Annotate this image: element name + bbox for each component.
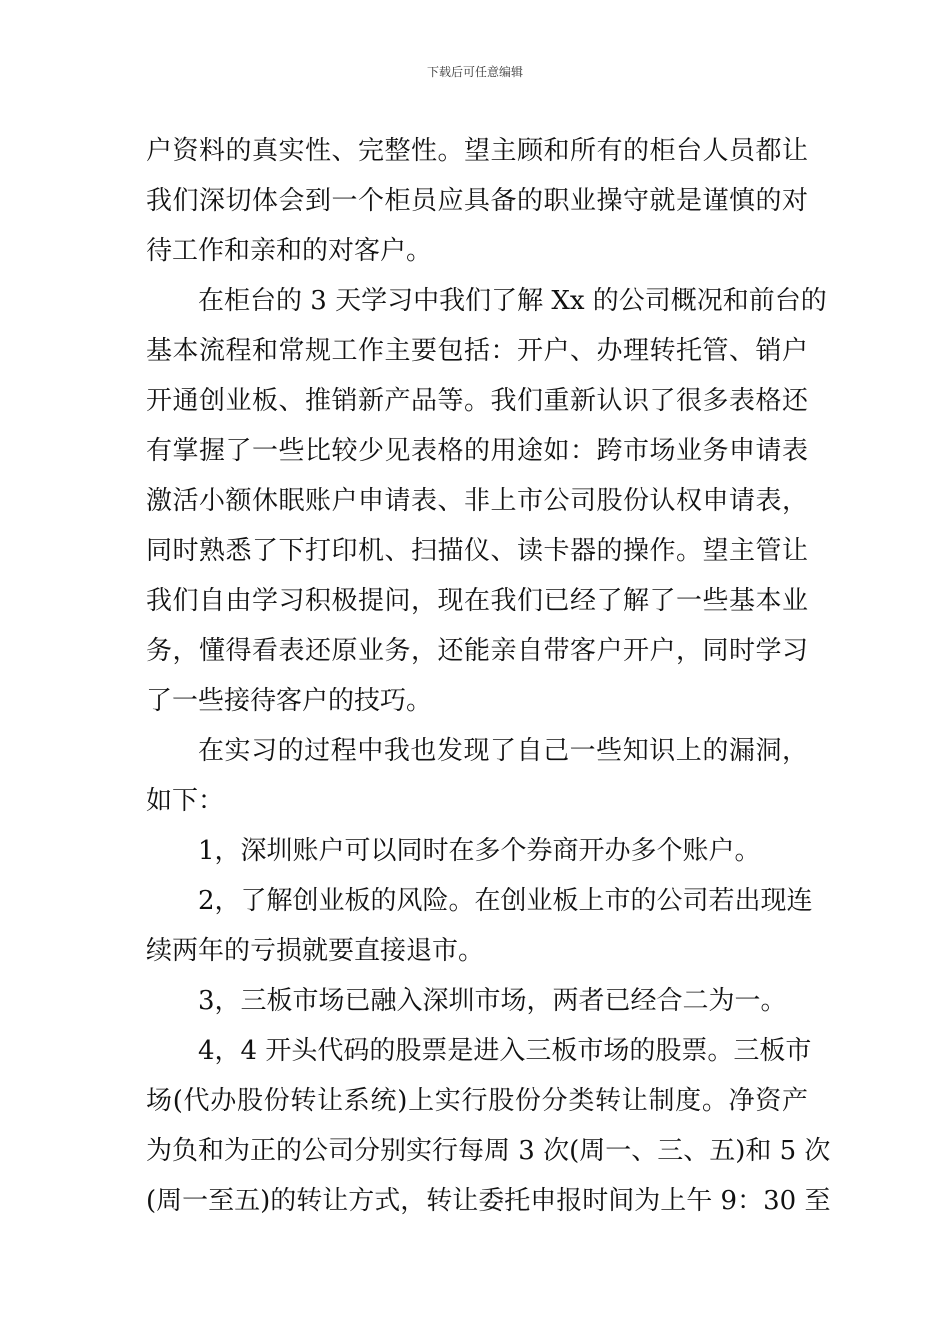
text-line: 务，懂得看表还原业务，还能亲自带客户开户，同时学习 <box>146 636 808 666</box>
list-item: 1，深圳账户可以同时在多个券商开办多个账户。 <box>198 836 761 866</box>
text-line: 我们自由学习积极提问，现在我们已经了解了一些基本业 <box>146 586 808 616</box>
text-line: 场(代办股份转让系统)上实行股份分类转让制度。净资产 <box>146 1086 808 1116</box>
list-item: 2，了解创业板的风险。在创业板上市的公司若出现连 <box>198 886 813 916</box>
text-line: 了一些接待客户的技巧。 <box>146 686 433 716</box>
text-line: 如下： <box>146 786 225 816</box>
text-line: 同时熟悉了下打印机、扫描仪、读卡器的操作。望主管让 <box>146 536 808 566</box>
text-line: 续两年的亏损就要直接退市。 <box>146 936 485 966</box>
list-item: 4，4 开头代码的股票是进入三板市场的股票。三板市 <box>198 1036 812 1066</box>
text-line: 激活小额休眠账户申请表、非上市公司股份认权申请表， <box>146 486 808 516</box>
text-line: 待工作和亲和的对客户。 <box>146 236 433 266</box>
text-line: 基本流程和常规工作主要包括：开户、办理转托管、销户 <box>146 336 808 366</box>
text-line: 在实习的过程中我也发现了自己一些知识上的漏洞， <box>198 736 808 766</box>
text-line: 有掌握了一些比较少见表格的用途如：跨市场业务申请表 <box>146 436 808 466</box>
text-line: 在柜台的 3 天学习中我们了解 Xx 的公司概况和前台的 <box>198 286 827 316</box>
text-line: 我们深切体会到一个柜员应具备的职业操守就是谨慎的对 <box>146 186 808 216</box>
list-item: 3，三板市场已融入深圳市场，两者已经合二为一。 <box>198 986 787 1016</box>
page-header: 下载后可任意编辑 <box>426 65 523 79</box>
text-line: 为负和为正的公司分别实行每周 3 次(周一、三、五)和 5 次 <box>146 1136 831 1166</box>
text-line: (周一至五)的转让方式，转让委托申报时间为上午 9：30 至 <box>146 1186 831 1216</box>
document-body <box>146 126 831 1226</box>
text-line: 开通创业板、推销新产品等。我们重新认识了很多表格还 <box>146 386 808 416</box>
text-line: 户资料的真实性、完整性。望主顾和所有的柜台人员都让 <box>146 136 808 166</box>
